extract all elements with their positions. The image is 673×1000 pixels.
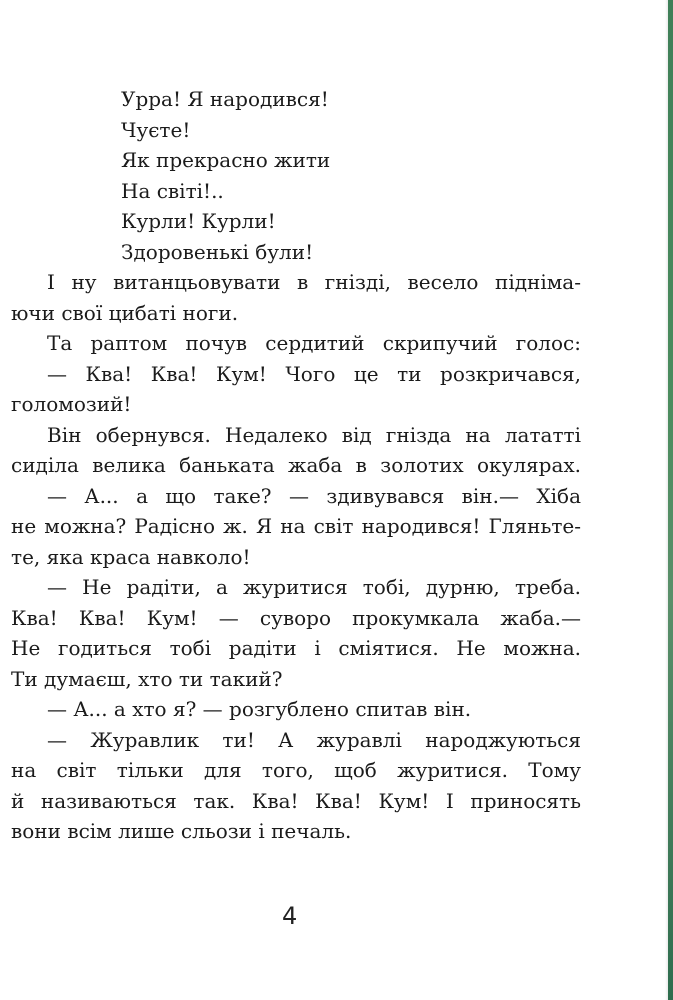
page-number: 4	[282, 902, 298, 930]
prose-line: вони всім лише сльози і печаль.	[11, 819, 352, 843]
prose-line: голомозий!	[11, 392, 132, 416]
poem-line: Як прекрасно жити	[121, 148, 331, 172]
prose-line: Він обернувся. Недалеко від гнізда на лататті	[47, 422, 581, 447]
prose-line: — Не радіти, а журитися тобі, дурню, треба.	[47, 575, 581, 599]
prose-line: й називаються так. Ква! Ква! Кум! І приносять	[11, 788, 581, 813]
prose-line: — А... а хто я? — розгублено спитав він.	[47, 697, 472, 721]
prose-line: те, яка краса навколо!	[11, 544, 251, 569]
prose-line: І ну витанцьовувати в гнізді, весело підніма-	[47, 270, 581, 294]
prose-line: Та раптом почув сердитий скрипучий голос:	[47, 331, 581, 355]
page-edge	[668, 0, 673, 1000]
prose-line: ючи свої цибаті ноги.	[11, 300, 239, 325]
page-text	[11, 84, 581, 847]
prose-line: на світ тільки для того, щоб журитися. Тому	[11, 758, 581, 782]
prose-line: Ти думаєш, хто ти такий?	[11, 666, 283, 691]
prose-line: Ква! Ква! Кум! — суворо прокумкала жаба.—	[11, 605, 581, 630]
prose-line: не можна? Радісно ж. Я на світ народився! Гляньте-	[11, 514, 581, 538]
prose-line: сиділа велика баньката жаба в золотих окулярах.	[11, 453, 581, 477]
poem-line: На світі!..	[121, 178, 224, 203]
prose-line: — А... а що таке? — здивувався він.— Хіба	[47, 483, 581, 508]
poem-line: Урра! Я народився!	[121, 87, 329, 111]
prose-line: — Журавлик ти! А журавлі народжуються	[47, 727, 581, 752]
prose-line: Не годиться тобі радіти і сміятися. Не можна.	[11, 636, 581, 660]
poem-line: Курли! Курли!	[121, 209, 276, 233]
poem-line: Чуєте!	[121, 117, 191, 142]
poem-line: Здоровенькі були!	[121, 239, 314, 264]
prose-line: — Ква! Ква! Кум! Чого це ти розкричався,	[47, 361, 581, 386]
